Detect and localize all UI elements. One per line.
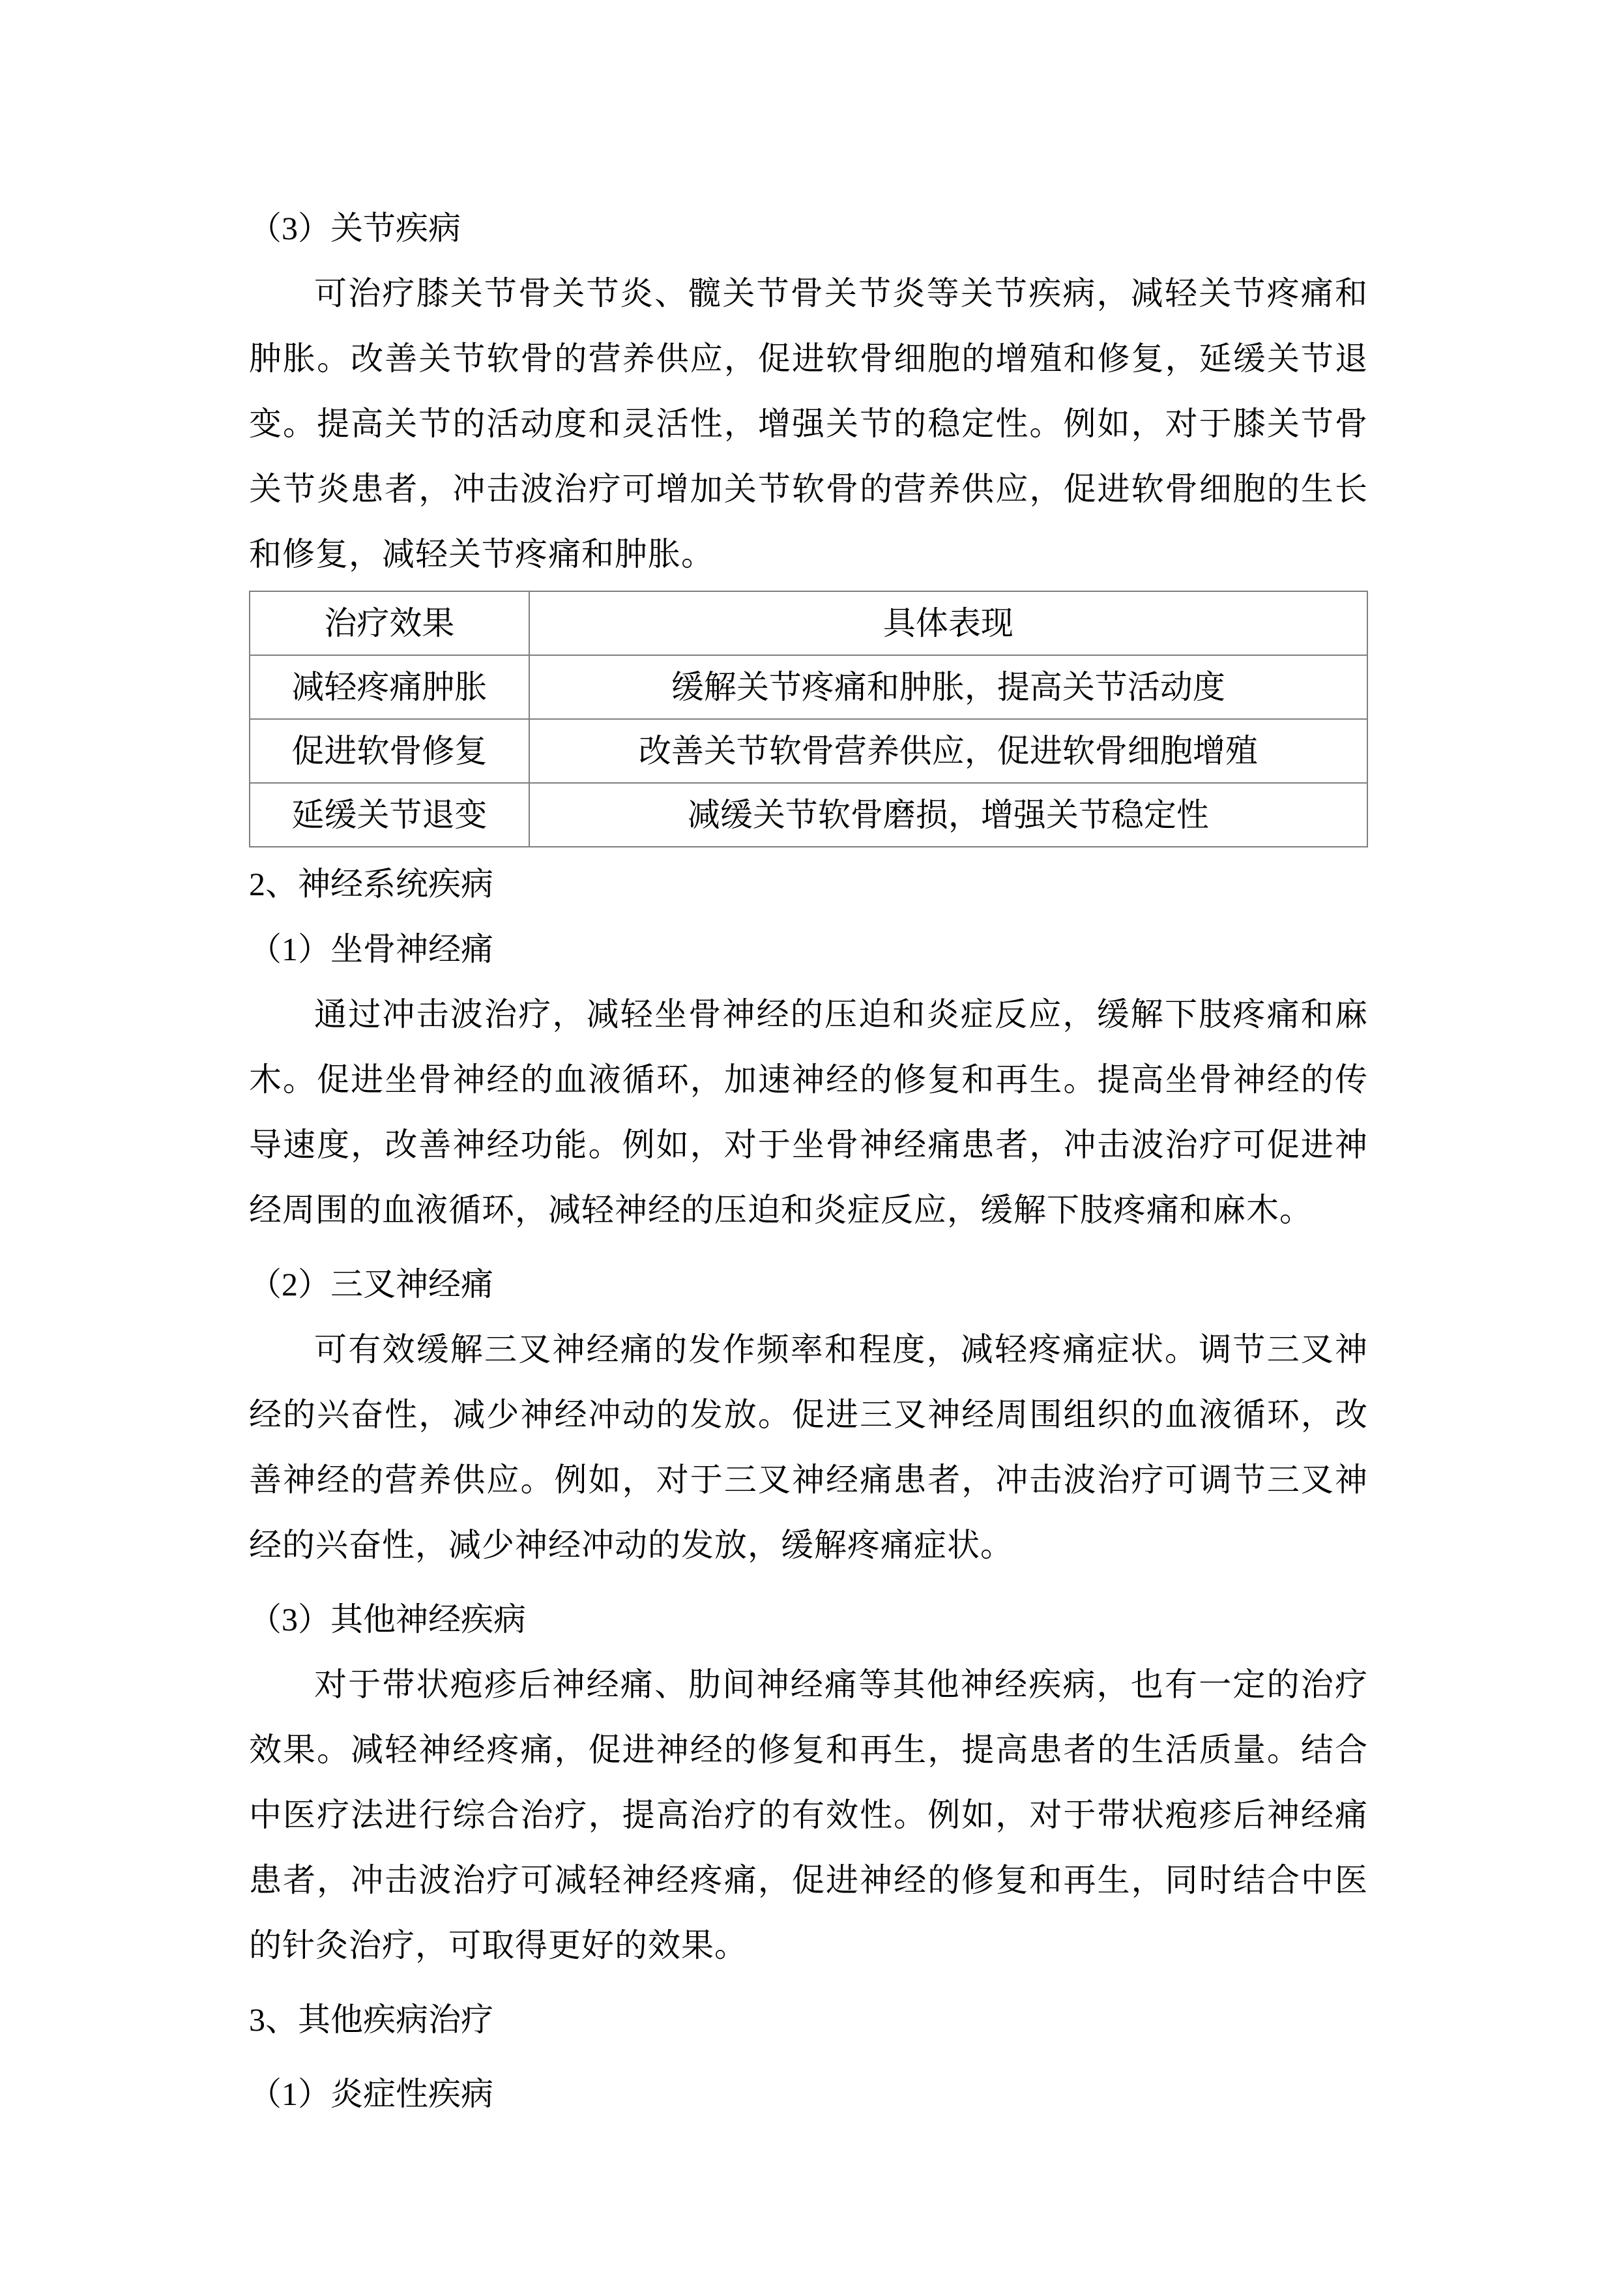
table-row (250, 719, 1367, 783)
table-cell-detail: 缓解关节疼痛和肿胀，提高关节活动度 (529, 655, 1367, 719)
table-cell-effect: 延缓关节退变 (250, 783, 529, 847)
paragraph-joint-disease: 可治疗膝关节骨关节炎、髋关节骨关节炎等关节疾病，减轻关节疼痛和肿胀。改善关节软骨的营养供应，促进软骨细胞的增殖和修复，延缓关节退变。提高关节的活动度和灵活性，增强关节的稳定性。例如，对于膝关节骨关节炎患者，冲击波治疗可增加关节软骨的营养供应，促进软骨细胞的生长和修复，减轻关节疼痛和肿胀。 (249, 275, 1368, 572)
heading-other-disease-treatment: 3、其他疾病治疗 (249, 2001, 493, 2038)
table-header-effect: 治疗效果 (250, 591, 529, 655)
table-cell-detail: 改善关节软骨营养供应，促进软骨细胞增殖 (529, 719, 1367, 783)
paragraph-sciatic-neuralgia: 通过冲击波治疗，减轻坐骨神经的压迫和炎症反应，缓解下肢疼痛和麻木。促进坐骨神经的血液循环，加速神经的修复和再生。提高坐骨神经的传导速度，改善神经功能。例如，对于坐骨神经痛患者，冲击波治疗可促进神经周围的血液循环，减轻神经的压迫和炎症反应，缓解下肢疼痛和麻木。 (249, 996, 1368, 1228)
paragraph-other-nerve-disease: 对于带状疱疹后神经痛、肋间神经痛等其他神经疾病，也有一定的治疗效果。减轻神经疼痛，促进神经的修复和再生，提高患者的生活质量。结合中医疗法进行综合治疗，提高治疗的有效性。例如，对于带状疱疹后神经痛患者，冲击波治疗可减轻神经疼痛，促进神经的修复和再生，同时结合中医的针灸治疗，可取得更好的效果。 (249, 1666, 1368, 1964)
table-header-row (250, 591, 1367, 655)
heading-inflammatory-disease: （1）炎症性疾病 (249, 2076, 493, 2112)
treatment-effect-table (249, 591, 1368, 847)
table-header-detail: 具体表现 (529, 591, 1367, 655)
table-cell-effect: 促进软骨修复 (250, 719, 529, 783)
heading-joint-disease: （3）关节疾病 (249, 210, 461, 246)
paragraph-trigeminal-neuralgia: 可有效缓解三叉神经痛的发作频率和程度，减轻疼痛症状。调节三叉神经的兴奋性，减少神经冲动的发放。促进三叉神经周围组织的血液循环，改善神经的营养供应。例如，对于三叉神经痛患者，冲击波治疗可调节三叉神经的兴奋性，减少神经冲动的发放，缓解疼痛症状。 (249, 1331, 1368, 1563)
heading-nervous-system: 2、神经系统疾病 (249, 866, 493, 902)
table-row (250, 783, 1367, 847)
heading-other-nerve-disease: （3）其他神经疾病 (249, 1601, 526, 1638)
heading-sciatic-neuralgia: （1）坐骨神经痛 (249, 931, 493, 967)
table-cell-effect: 减轻疼痛肿胀 (250, 655, 529, 719)
heading-trigeminal-neuralgia: （2）三叉神经痛 (249, 1266, 493, 1303)
table-cell-detail: 减缓关节软骨磨损，增强关节稳定性 (529, 783, 1367, 847)
table-row (250, 655, 1367, 719)
